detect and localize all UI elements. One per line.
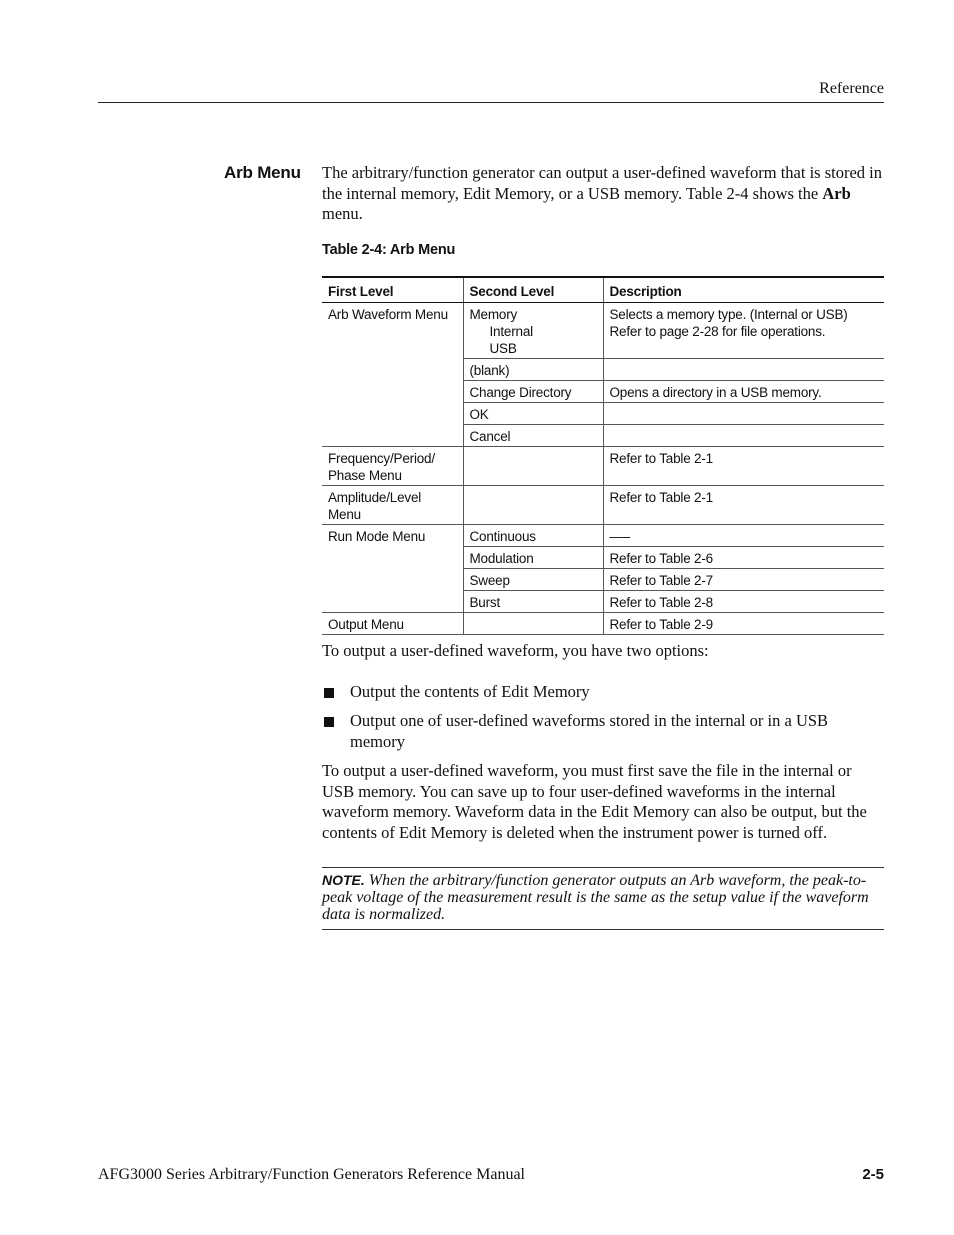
table-row: [322, 569, 884, 591]
cell-first-level: Run Mode Menu: [328, 529, 426, 544]
cell-description: [603, 359, 884, 381]
table-row: [322, 425, 884, 447]
table-row: [322, 403, 884, 425]
cell-first-level: [322, 447, 463, 486]
table-caption: Table 2-4: Arb Menu: [322, 242, 456, 258]
cell-second-level: Modulation: [463, 547, 603, 569]
cell-second-level-option: USB: [489, 341, 517, 356]
running-header-section: Reference: [819, 80, 884, 97]
cell-description: [603, 425, 884, 447]
intro-text-end: menu.: [322, 204, 363, 223]
cell-first-level: Output Menu: [322, 613, 463, 635]
intro-paragraph: [322, 163, 884, 225]
table-row: [322, 303, 884, 359]
cell-description: Refer to Table 2-8: [603, 591, 884, 613]
cell-description-line: Selects a memory type. (Internal or USB): [609, 307, 848, 322]
cell-first-level: [322, 359, 463, 381]
arb-menu-table: [322, 276, 884, 635]
running-header: [98, 78, 884, 103]
header-first-level: First Level: [322, 277, 463, 303]
cell-description-line: Refer to page 2-28 for file operations.: [609, 324, 826, 339]
cell-first-level: [322, 569, 463, 591]
cell-first-level-line: Phase Menu: [328, 468, 402, 483]
note-text: When the arbitrary/function generator outputs an Arb waveform, the peak-to-peak voltage of the measurement result is the same as the setup value if the waveform data is normalized.: [322, 872, 869, 923]
cell-description: Refer to Table 2-1: [603, 486, 884, 525]
options-intro: To output a user-defined waveform, you have two options:: [322, 641, 709, 660]
cell-second-level: (blank): [463, 359, 603, 381]
cell-second-level: [463, 486, 603, 525]
table-row: [322, 613, 884, 635]
cell-second-level-main: Memory: [469, 307, 518, 322]
table-header-row: [322, 277, 884, 303]
intro-bold-term: Arb: [822, 183, 851, 203]
table-row: [322, 525, 884, 547]
list-item-text: Output the contents of Edit Memory: [350, 682, 590, 701]
table-row: [322, 447, 884, 486]
table-row: [322, 486, 884, 525]
cell-first-level: [322, 403, 463, 425]
cell-second-level: Burst: [463, 591, 603, 613]
bullet-square-icon: [324, 717, 334, 727]
cell-first-level: [322, 381, 463, 403]
cell-second-level: OK: [463, 403, 603, 425]
note-box: [322, 867, 884, 930]
cell-first-level: [322, 591, 463, 613]
cell-first-level: [322, 425, 463, 447]
cell-second-level: Cancel: [463, 425, 603, 447]
table-row: [322, 359, 884, 381]
cell-description: Refer to Table 2-7: [603, 569, 884, 591]
cell-description: [603, 303, 884, 359]
cell-second-level-option: Internal: [489, 324, 533, 339]
cell-first-level: Arb Waveform Menu: [328, 307, 448, 322]
cell-description: Refer to Table 2-6: [603, 547, 884, 569]
page-number: 2-5: [862, 1166, 884, 1183]
cell-second-level: [463, 303, 603, 359]
table-row: [322, 547, 884, 569]
save-paragraph: To output a user-defined waveform, you must first save the file in the internal or USB memory. You can save up to four user-defined waveforms in the internal waveform memory. Waveform data in the Edit Memory can also be output, but the contents of Edit Memory is deleted when the instrument power is turned off.: [322, 761, 867, 842]
table-row: [322, 381, 884, 403]
cell-description: Refer to Table 2-1: [603, 447, 884, 486]
intro-text: The arbitrary/function generator can output a user-defined waveform that is stored in the internal memory, Edit Memory, or a USB memory. Table 2-4 shows the: [322, 163, 883, 203]
cell-description: [603, 403, 884, 425]
table-row: [322, 591, 884, 613]
cell-first-level-line: Frequency/Period/: [328, 451, 435, 466]
footer-manual-title: AFG3000 Series Arbitrary/Function Generators Reference Manual: [98, 1166, 525, 1183]
list-item-text: Output one of user-defined waveforms stored in the internal or in a USB memory: [350, 711, 829, 751]
section-heading: Arb Menu: [224, 163, 301, 182]
cell-second-level: Sweep: [463, 569, 603, 591]
list-item: [322, 711, 884, 752]
cell-first-level: Amplitude/Level Menu: [322, 486, 463, 525]
note-label: NOTE.: [322, 872, 365, 888]
cell-description: —–: [603, 525, 884, 547]
cell-second-level: Change Directory: [463, 381, 603, 403]
cell-second-level: [463, 613, 603, 635]
cell-second-level: Continuous: [463, 525, 603, 547]
cell-description: Refer to Table 2-9: [603, 613, 884, 635]
cell-description: Opens a directory in a USB memory.: [603, 381, 884, 403]
header-description: Description: [603, 277, 884, 303]
list-item: [322, 682, 884, 703]
header-second-level: Second Level: [463, 277, 603, 303]
bullet-square-icon: [324, 688, 334, 698]
cell-first-level: [322, 547, 463, 569]
cell-second-level: [463, 447, 603, 486]
